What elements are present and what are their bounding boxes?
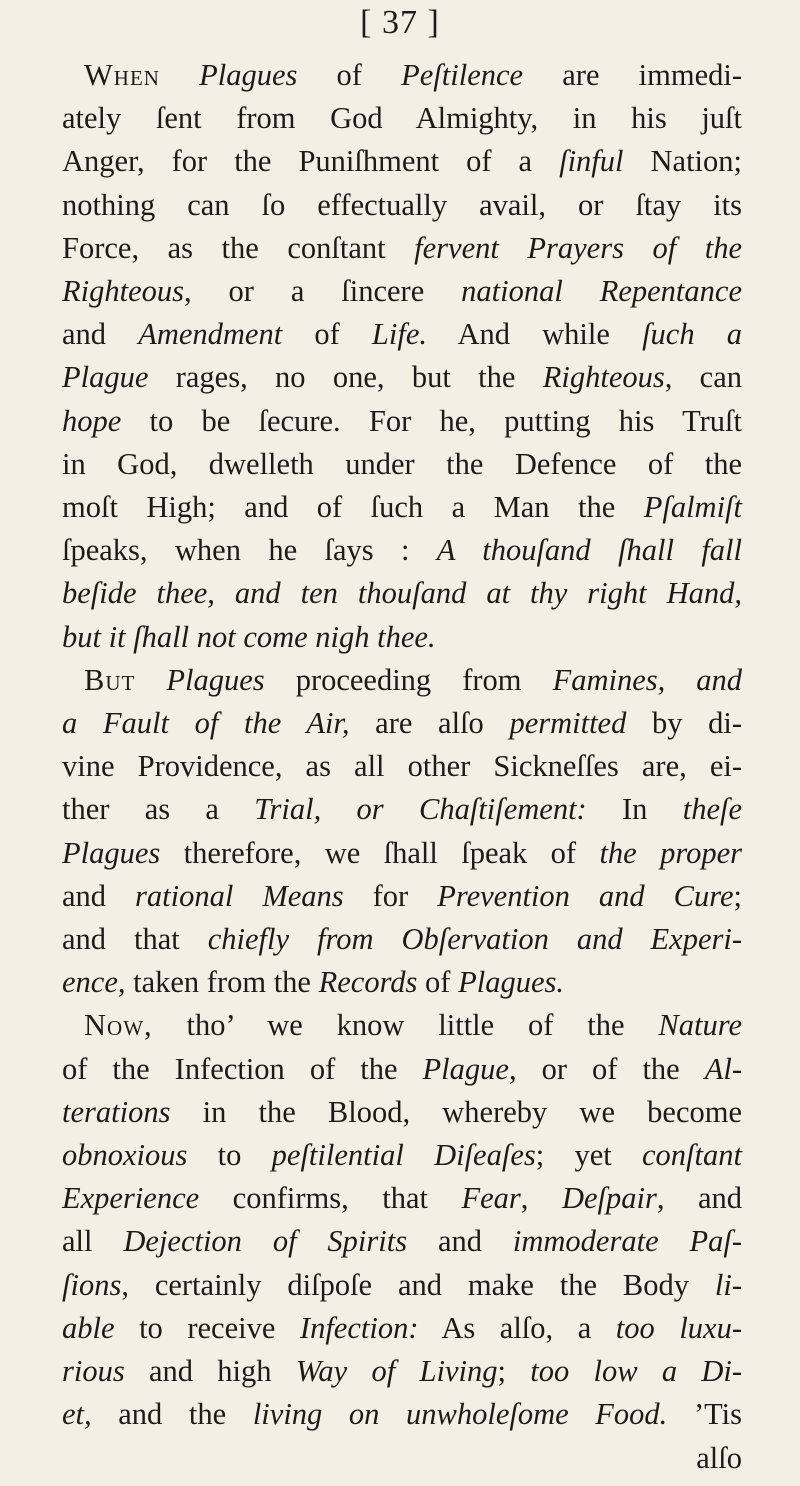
text-segment: all bbox=[62, 1224, 124, 1259]
text-line bbox=[62, 961, 742, 1004]
text-line bbox=[62, 1134, 742, 1177]
text-line bbox=[62, 1437, 742, 1480]
text-segment: and that bbox=[62, 922, 208, 957]
text-segment: of bbox=[282, 317, 372, 352]
text-segment: Dejection of Spirits bbox=[123, 1224, 408, 1259]
text-segment: and bbox=[62, 317, 139, 352]
text-segment: Deſpair bbox=[561, 1181, 657, 1216]
text-line bbox=[62, 1177, 742, 1220]
text-line bbox=[62, 788, 742, 831]
text-segment: Anger, for the Puniſhment of a bbox=[62, 144, 560, 179]
text-line bbox=[62, 659, 742, 702]
text-segment: Plagues bbox=[166, 662, 265, 697]
text-segment: In bbox=[586, 792, 683, 827]
text-segment: and bbox=[407, 1224, 513, 1259]
text-segment bbox=[135, 663, 166, 697]
text-line bbox=[62, 184, 742, 227]
text-segment: conſtant bbox=[642, 1138, 742, 1173]
text-segment: to receive bbox=[114, 1310, 300, 1345]
text-segment: in God, dwelleth under the Defence of the bbox=[62, 446, 742, 481]
text-line bbox=[62, 1264, 742, 1307]
text-line bbox=[62, 832, 742, 875]
text-segment: Trial, or Chaſtiſement: bbox=[254, 792, 587, 827]
text-line bbox=[62, 486, 742, 529]
text-line bbox=[62, 702, 742, 745]
text-segment: Life. bbox=[371, 317, 427, 352]
text-segment: ’Tis bbox=[667, 1397, 742, 1432]
text-line bbox=[62, 1350, 742, 1393]
text-segment: Pſalmiſt bbox=[643, 490, 742, 525]
text-segment: A thouſand ſhall fall bbox=[436, 533, 742, 568]
text-segment: of bbox=[417, 965, 459, 1000]
text-line bbox=[62, 875, 742, 918]
text-segment: tho’ we know little of the bbox=[152, 1008, 659, 1043]
text-segment: Righteous bbox=[542, 360, 665, 395]
text-segment: Plague bbox=[422, 1051, 509, 1086]
text-segment: When bbox=[84, 58, 160, 92]
text-segment: and high bbox=[124, 1354, 296, 1389]
text-segment: by di- bbox=[626, 706, 743, 741]
text-line bbox=[62, 97, 742, 140]
text-segment: confirms, that bbox=[199, 1181, 462, 1216]
text-segment: And while bbox=[427, 317, 643, 352]
text-line bbox=[62, 1307, 742, 1350]
text-segment: , certainly diſpoſe and make the Body bbox=[121, 1267, 715, 1302]
text-segment: Way of Living bbox=[295, 1354, 498, 1389]
text-segment: too luxu- bbox=[615, 1310, 742, 1345]
text-segment: proceeding from bbox=[264, 662, 553, 697]
text-segment: living on unwholeſome Food. bbox=[252, 1397, 668, 1432]
text-segment: peſtilential Diſeaſes bbox=[271, 1138, 536, 1173]
text-line bbox=[62, 572, 742, 615]
text-segment: ſuch a bbox=[642, 317, 742, 352]
text-segment: Peſtilence bbox=[401, 58, 524, 92]
text-segment: nothing can ſo effectually avail, or ſtay its bbox=[62, 187, 742, 222]
text-segment: Records bbox=[318, 965, 418, 1000]
text-segment: As alſo, a bbox=[418, 1310, 616, 1345]
text-segment: Nation; bbox=[623, 144, 742, 179]
text-segment: moſt High; and of ſuch a Man the bbox=[62, 490, 644, 525]
text-segment: and bbox=[62, 878, 136, 913]
text-segment: rious bbox=[62, 1354, 125, 1389]
text-line bbox=[62, 1220, 742, 1263]
text-line bbox=[62, 140, 742, 183]
text-segment: ately ſent from God Almighty, in his juſt bbox=[62, 101, 742, 136]
text-line bbox=[62, 270, 742, 313]
text-segment: beſide thee, and ten thouſand at thy right Hand, bbox=[62, 576, 742, 611]
text-segment: Fear bbox=[461, 1181, 521, 1216]
text-line bbox=[62, 356, 742, 399]
text-segment: of the Infection of the bbox=[62, 1051, 423, 1086]
text-segment: ence, bbox=[62, 965, 126, 1000]
page-number: [ 37 ] bbox=[360, 4, 440, 41]
text-segment: , or of the bbox=[508, 1051, 705, 1086]
text-segment: for bbox=[343, 878, 438, 913]
text-segment: Al- bbox=[704, 1051, 743, 1086]
text-segment: ſpeaks, when he ſays : bbox=[62, 533, 437, 568]
text-segment: but it ſhall not come nigh thee. bbox=[62, 619, 436, 654]
text-segment: rages, no one, but the bbox=[148, 360, 543, 395]
text-segment: permitted bbox=[509, 706, 627, 741]
text-line bbox=[62, 313, 742, 356]
text-segment: vine Providence, as all other Sickneſſes are, ei- bbox=[62, 749, 742, 784]
text-segment: Nature bbox=[658, 1008, 742, 1043]
text-line bbox=[62, 1048, 742, 1091]
text-line bbox=[62, 227, 742, 270]
text-line bbox=[62, 918, 742, 961]
text-segment: the proper bbox=[599, 835, 742, 870]
text-line bbox=[62, 443, 742, 486]
text-segment: Righteous bbox=[62, 274, 184, 309]
text-segment: too low a Di- bbox=[530, 1354, 742, 1389]
text-segment: Prevention and Cure bbox=[437, 878, 734, 913]
text-line bbox=[62, 54, 742, 97]
text-segment: hope bbox=[62, 403, 122, 438]
text-segment: ther as a bbox=[62, 792, 255, 827]
text-segment: , bbox=[520, 1181, 562, 1216]
text-segment: fervent Prayers of the bbox=[414, 230, 743, 265]
text-segment: , can bbox=[664, 360, 743, 395]
text-line bbox=[62, 529, 742, 572]
text-segment: rational Means bbox=[135, 878, 344, 913]
text-segment: are alſo bbox=[349, 706, 510, 741]
text-segment: chiefly from Obſervation and Experi- bbox=[207, 922, 742, 957]
text-segment: Plague bbox=[62, 360, 149, 395]
text-line bbox=[62, 1091, 742, 1134]
text-segment: Amendment bbox=[138, 317, 283, 352]
text-segment: ſions bbox=[62, 1267, 122, 1302]
text-segment bbox=[160, 58, 199, 92]
text-segment: a Fault of the Air, bbox=[62, 706, 350, 741]
text-line bbox=[62, 616, 742, 659]
text-segment: to be ſecure. For he, putting his Truſt bbox=[121, 403, 742, 438]
text-segment: therefore, we ſhall ſpeak of bbox=[160, 835, 600, 870]
text-segment: Plagues. bbox=[458, 965, 564, 1000]
text-line bbox=[62, 745, 742, 788]
text-segment: and the bbox=[91, 1397, 253, 1432]
text-segment: alſo bbox=[696, 1440, 742, 1475]
text-segment: Plagues bbox=[199, 58, 298, 92]
text-segment: ; bbox=[497, 1354, 531, 1389]
text-segment: able bbox=[62, 1310, 115, 1345]
text-segment: are immedi- bbox=[523, 58, 742, 92]
text-segment: Infection: bbox=[299, 1310, 419, 1345]
text-segment: But bbox=[84, 662, 136, 697]
text-segment: to bbox=[187, 1138, 272, 1173]
body-text bbox=[62, 54, 742, 1480]
text-segment: in the Blood, whereby we become bbox=[170, 1094, 742, 1129]
text-segment: , or a ſincere bbox=[184, 274, 462, 309]
text-segment: Force, as the conſtant bbox=[62, 230, 415, 265]
text-segment: terations bbox=[62, 1094, 171, 1129]
text-segment: Plagues bbox=[62, 835, 161, 870]
text-segment: of bbox=[297, 58, 402, 92]
text-line bbox=[62, 1004, 742, 1047]
text-line bbox=[62, 400, 742, 443]
text-segment: li- bbox=[714, 1267, 742, 1302]
text-line bbox=[62, 1393, 742, 1436]
text-segment: theſe bbox=[682, 792, 742, 827]
text-segment: Now, bbox=[84, 1008, 153, 1043]
text-segment: ; bbox=[733, 878, 742, 913]
text-segment: , and bbox=[656, 1181, 743, 1216]
text-segment: Famines, and bbox=[552, 662, 743, 697]
text-segment: ; yet bbox=[535, 1138, 643, 1173]
text-segment: Experience bbox=[62, 1181, 200, 1216]
text-segment: obnoxious bbox=[62, 1138, 188, 1173]
text-segment: et, bbox=[62, 1397, 92, 1432]
text-segment: taken from the bbox=[125, 965, 319, 1000]
text-segment: national Repentance bbox=[461, 274, 742, 309]
text-segment: immoderate Paſ- bbox=[512, 1224, 742, 1259]
text-segment: ſinful bbox=[559, 144, 624, 179]
